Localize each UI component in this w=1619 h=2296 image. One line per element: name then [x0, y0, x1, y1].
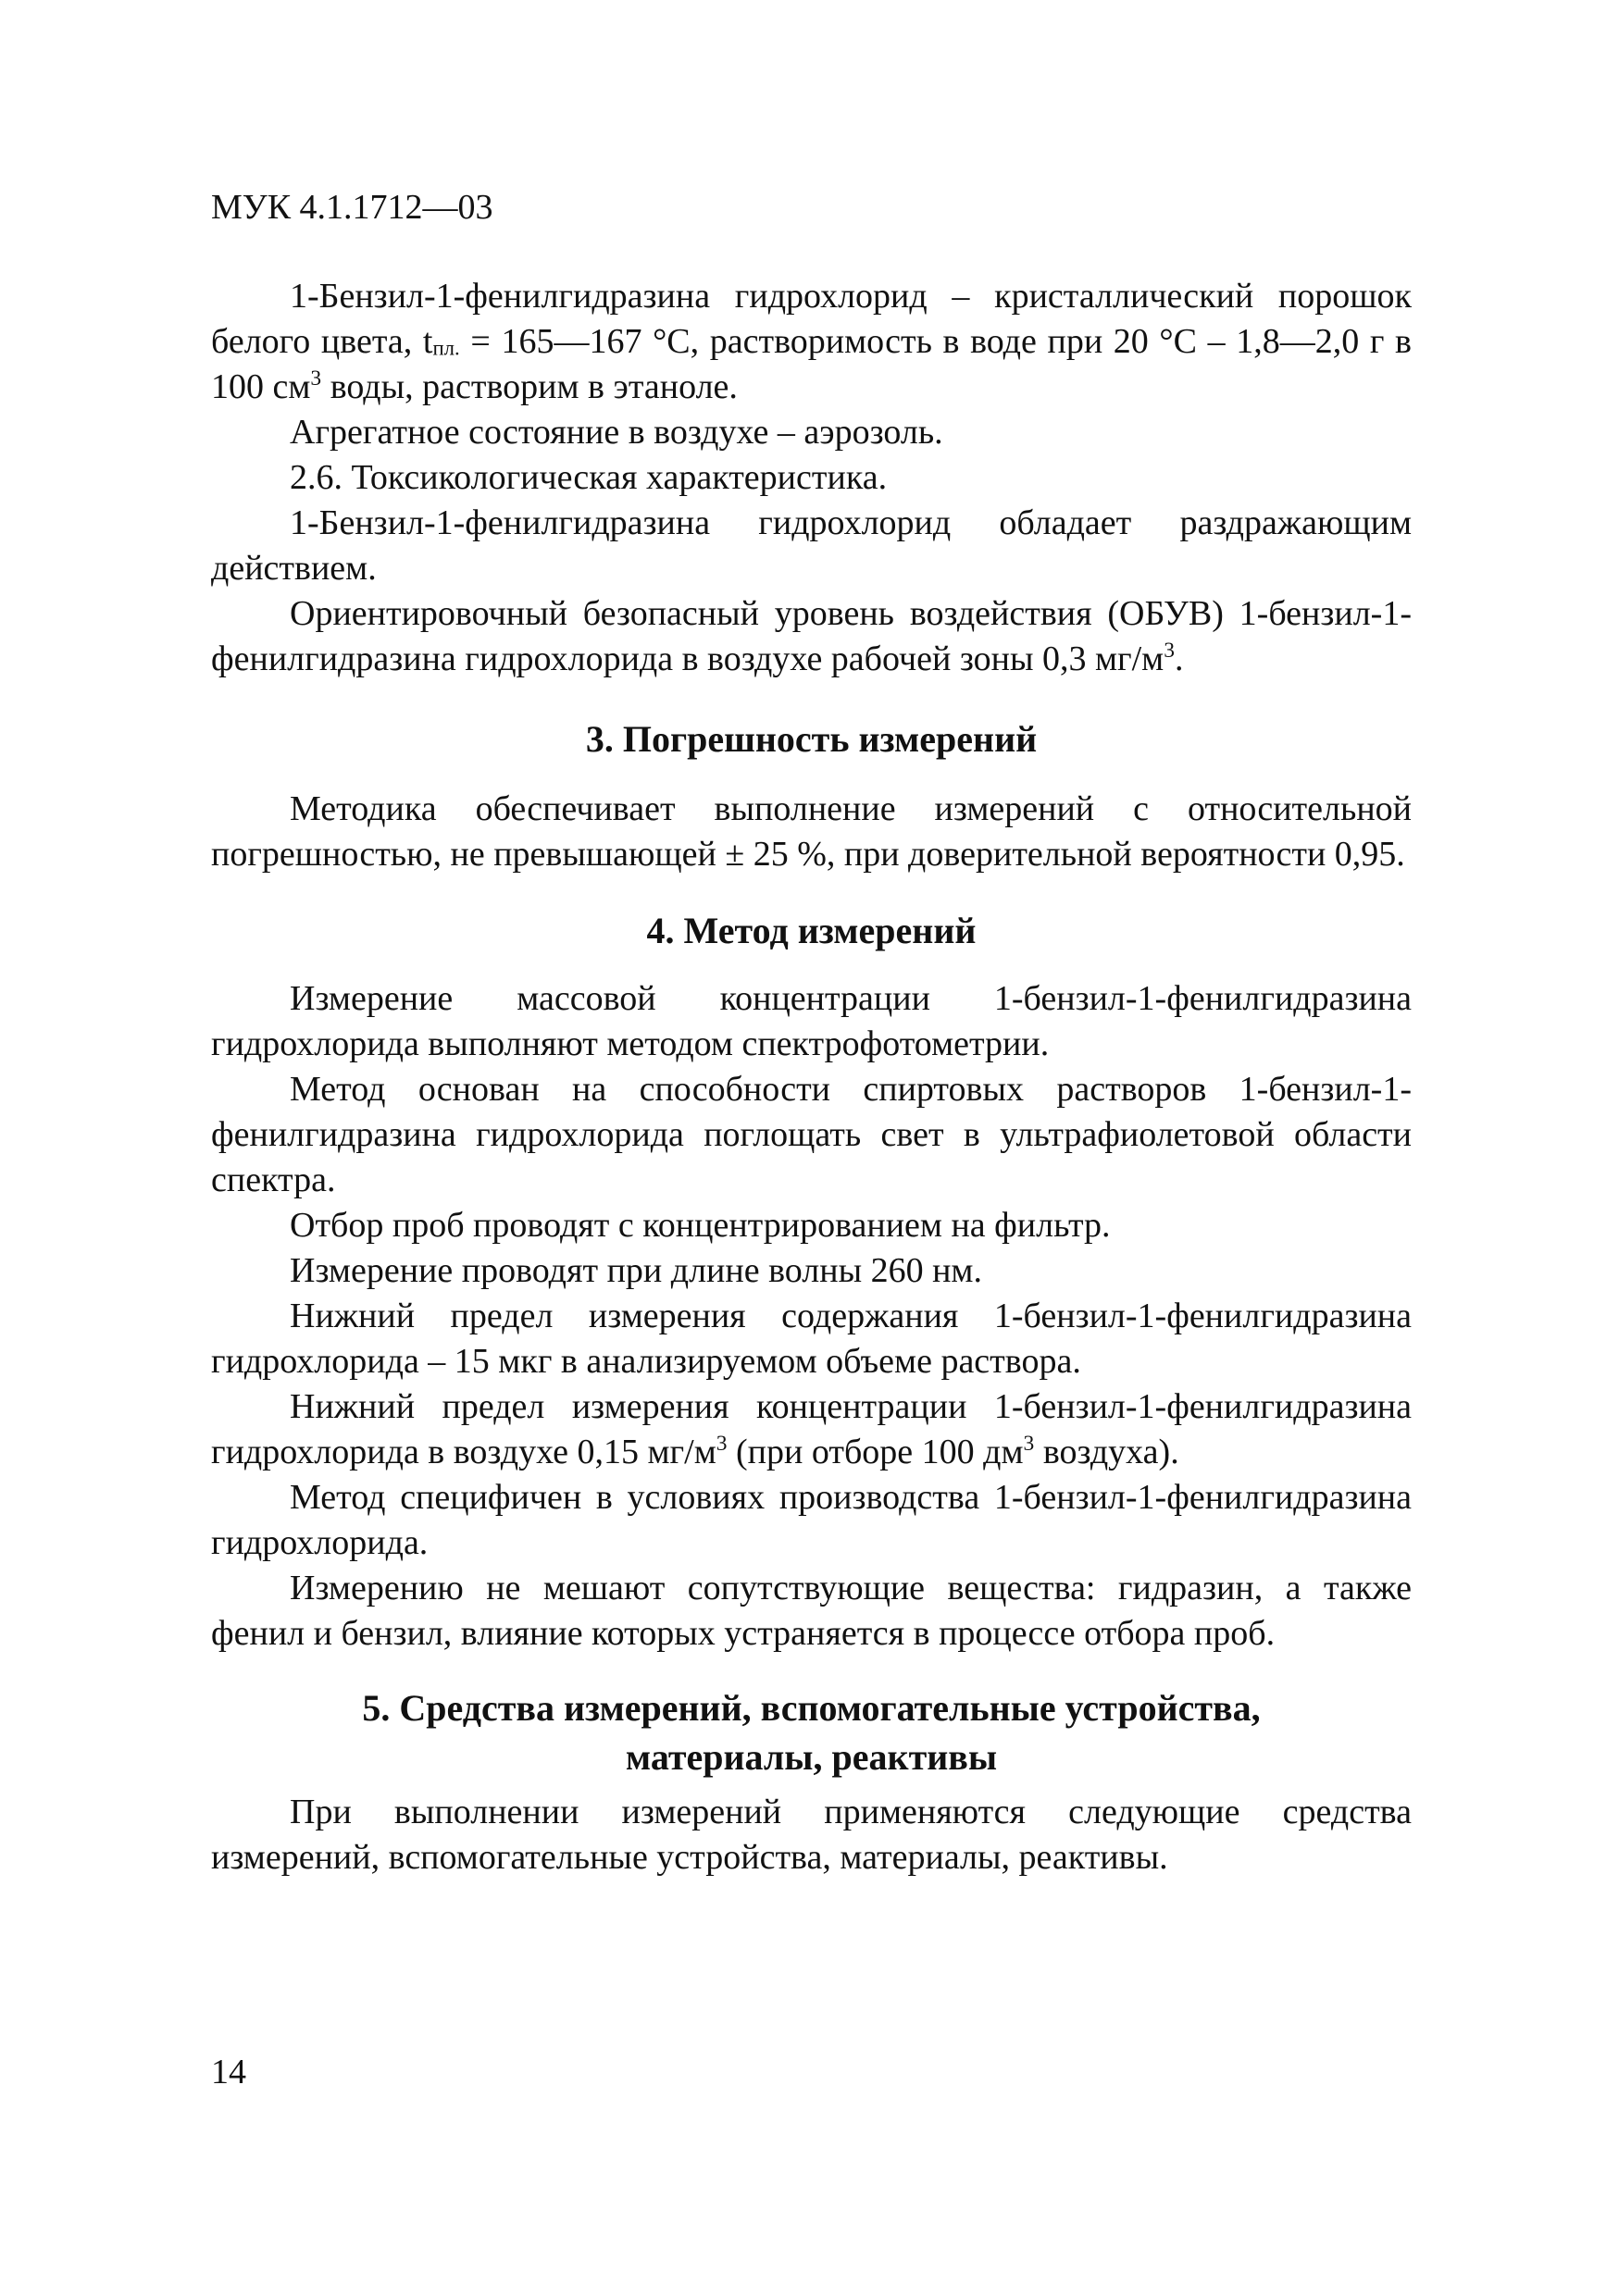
section-4-title: 4. Метод измерений — [646, 909, 977, 951]
paragraph-method-8: Измерению не мешают сопутствующие вещества: гидразин, а также фенил и бензил, влияние которых устраняется в процессе отбора проб. — [211, 1568, 1412, 1653]
paragraph-method-7: Метод специфичен в условиях производства 1-бензил-1-фенилгидразина гидрохлорида. — [211, 1477, 1412, 1562]
paragraph-method-5: Нижний предел измерения содержания 1-бензил-1-фенилгидразина гидрохлорида – 15 мкг в анализируемом объеме раствора. — [211, 1296, 1412, 1381]
section-3-title: 3. Погрешность измерений — [585, 718, 1038, 761]
paragraph-method-4: Измерение проводят при длине волны 260 нм. — [290, 1250, 982, 1290]
paragraph-method-6: Нижний предел измерения концентрации 1-бензил-1-фенилгидразина гидрохлорида в воздухе 0,15 $мг/м^3$ (при отборе 100 $дм^3$ воздуха). — [211, 1386, 1412, 1471]
paragraph-error: Методика обеспечивает выполнение измерений с относительной погрешностью, не превышающей ± 25 %, при доверительной вероятности 0,95. — [211, 788, 1412, 874]
page-content — [211, 274, 1412, 1880]
document-code-header: МУК 4.1.1712—03 — [211, 188, 493, 227]
paragraph-equipment: При выполнении измерений применяются следующие средства измерений, вспомогательные устройства, материалы, реактивы. — [211, 1792, 1412, 1877]
page-number: 14 — [211, 2053, 246, 2091]
paragraph-aggregate-state: Агрегатное состояние в воздухе – аэрозоль. — [290, 413, 943, 453]
paragraph-irritant: 1-Бензил-1-фенилгидразина гидрохлорид обладает раздражающим действием. — [211, 503, 1412, 589]
paragraph-method-1: Измерение массовой концентрации 1-бензил-1-фенилгидразина гидрохлорида выполняют методом спектрофотометрии. — [211, 978, 1412, 1063]
paragraph-method-3: Отбор проб проводят с концентрированием на фильтр. — [290, 1205, 1111, 1245]
section-5-title: 5. Средства измерений, вспомогательные устройства, материалы, реактивы — [362, 1687, 1261, 1778]
paragraph-obuv: Ориентировочный безопасный уровень воздействия (ОБУВ) 1-бензил-1-фенилгидразина гидрохлорида в воздухе рабочей зоны 0,3 $мг/м^3$. — [211, 594, 1412, 679]
paragraph-toxicology-heading: 2.6. Токсикологическая характеристика. — [290, 458, 888, 498]
paragraph-method-2: Метод основан на способности спиртовых растворов 1-бензил-1-фенилгидразина гидрохлорида поглощать свет в ультрафиолетовой области спектра. — [211, 1069, 1412, 1199]
paragraph-properties: 1-Бензил-1-фенилгидразина гидрохлорид – кристаллический порошок белого цвета, $t_{пл.}$ = 165—167 °С, растворимость в воде при 20 °С – 1,8—2,0 г в 100 $см^3$ воды, растворим в этаноле. — [211, 277, 1413, 407]
